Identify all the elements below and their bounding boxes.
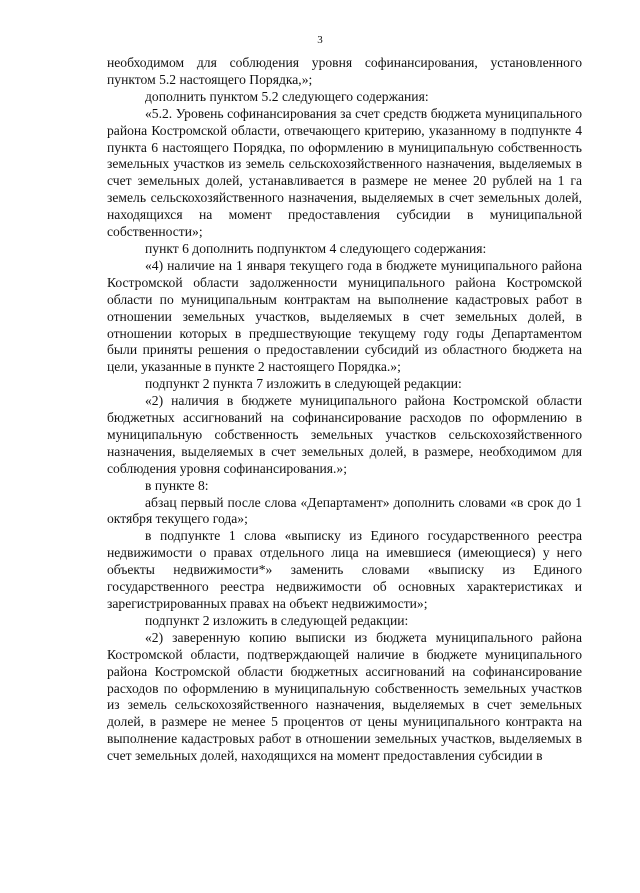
paragraph-6: подпункт 2 пункта 7 изложить в следующей редакции: (145, 376, 462, 392)
paragraph-11: подпункт 2 изложить в следующей редакции: (145, 612, 409, 628)
page-number: 3 (317, 34, 323, 46)
paragraph-10: в подпункте 1 слова «выписку из Единого государственного реестра недвижимости о правах отдельного лица на имевшиеся (имеющиеся) у него объекты недвижимости*» заменить словами «выписку из Единого государственного реестра недвижимости об основных характеристиках и зарегистрированных правах на объект недвижимости»; (107, 528, 582, 611)
paragraph-7: «2) наличия в бюджете муниципального района Костромской области бюджетных ассигнований на софинансирование расходов по оформлению в муниципальную собственность земельных участков сельскохозяйственного назначения, выделяемых в счет земельных долей, в размере, необходимом для соблюдения уровня софинансирования.»; (107, 393, 582, 476)
paragraph-2: дополнить пунктом 5.2 следующего содержания: (145, 88, 429, 104)
paragraph-8: в пункте 8: (145, 477, 209, 493)
paragraph-4: пункт 6 дополнить подпунктом 4 следующего содержания: (145, 240, 487, 256)
paragraph-5: «4) наличие на 1 января текущего года в бюджете муниципального района Костромской области задолженности муниципального района Костромской области по муниципальным контрактам на выполнение кадастровых работ в отношении земельных участков, выделяемых в счет земельных долей, в отношении которых в предшествующие текущему году годы Департаментом были приняты решения о предоставлении субсидий из областного бюджета на цели, указанные в пункте 2 настоящего Порядка.»; (107, 257, 582, 375)
paragraph-3: «5.2. Уровень софинансирования за счет средств бюджета муниципального района Костромской области, отвечающего критерию, указанному в подпункте 4 пункта 6 настоящего Порядка, по оформлению в муниципальную собственность земельных участков из земель сельскохозяйственного назначения, выделяемых в счет земельных долей, устанавливается в размере не менее 20 рублей на 1 га земель сельскохозяйственного назначения, выделяемых в счет земельных долей, находящихся на момент предоставления субсидии в муниципальной собственности»; (107, 105, 582, 240)
paragraph-12: «2) заверенную копию выписки из бюджета муниципального района Костромской области, подтверждающей наличие в бюджете муниципального района Костромской области бюджетных ассигнований на софинансирование расходов по оформлению в муниципальную собственность земельных участков из земель сельскохозяйственного назначения, выделяемых в счет земельных долей, в размере не менее 5 процентов от цены муниципального контракта на выполнение кадастровых работ в отношении земельных участков, выделяемых в счет земельных долей, находящихся на момент предоставления субсидии в (107, 629, 582, 764)
paragraph-1: необходимом для соблюдения уровня софинансирования, установленного пунктом 5.2 настоящего Порядка,»; (107, 55, 582, 87)
paragraph-9: абзац первый после слова «Департамент» дополнить словами «в срок до 1 октября текущего года»; (107, 494, 582, 527)
document-body (107, 55, 582, 765)
